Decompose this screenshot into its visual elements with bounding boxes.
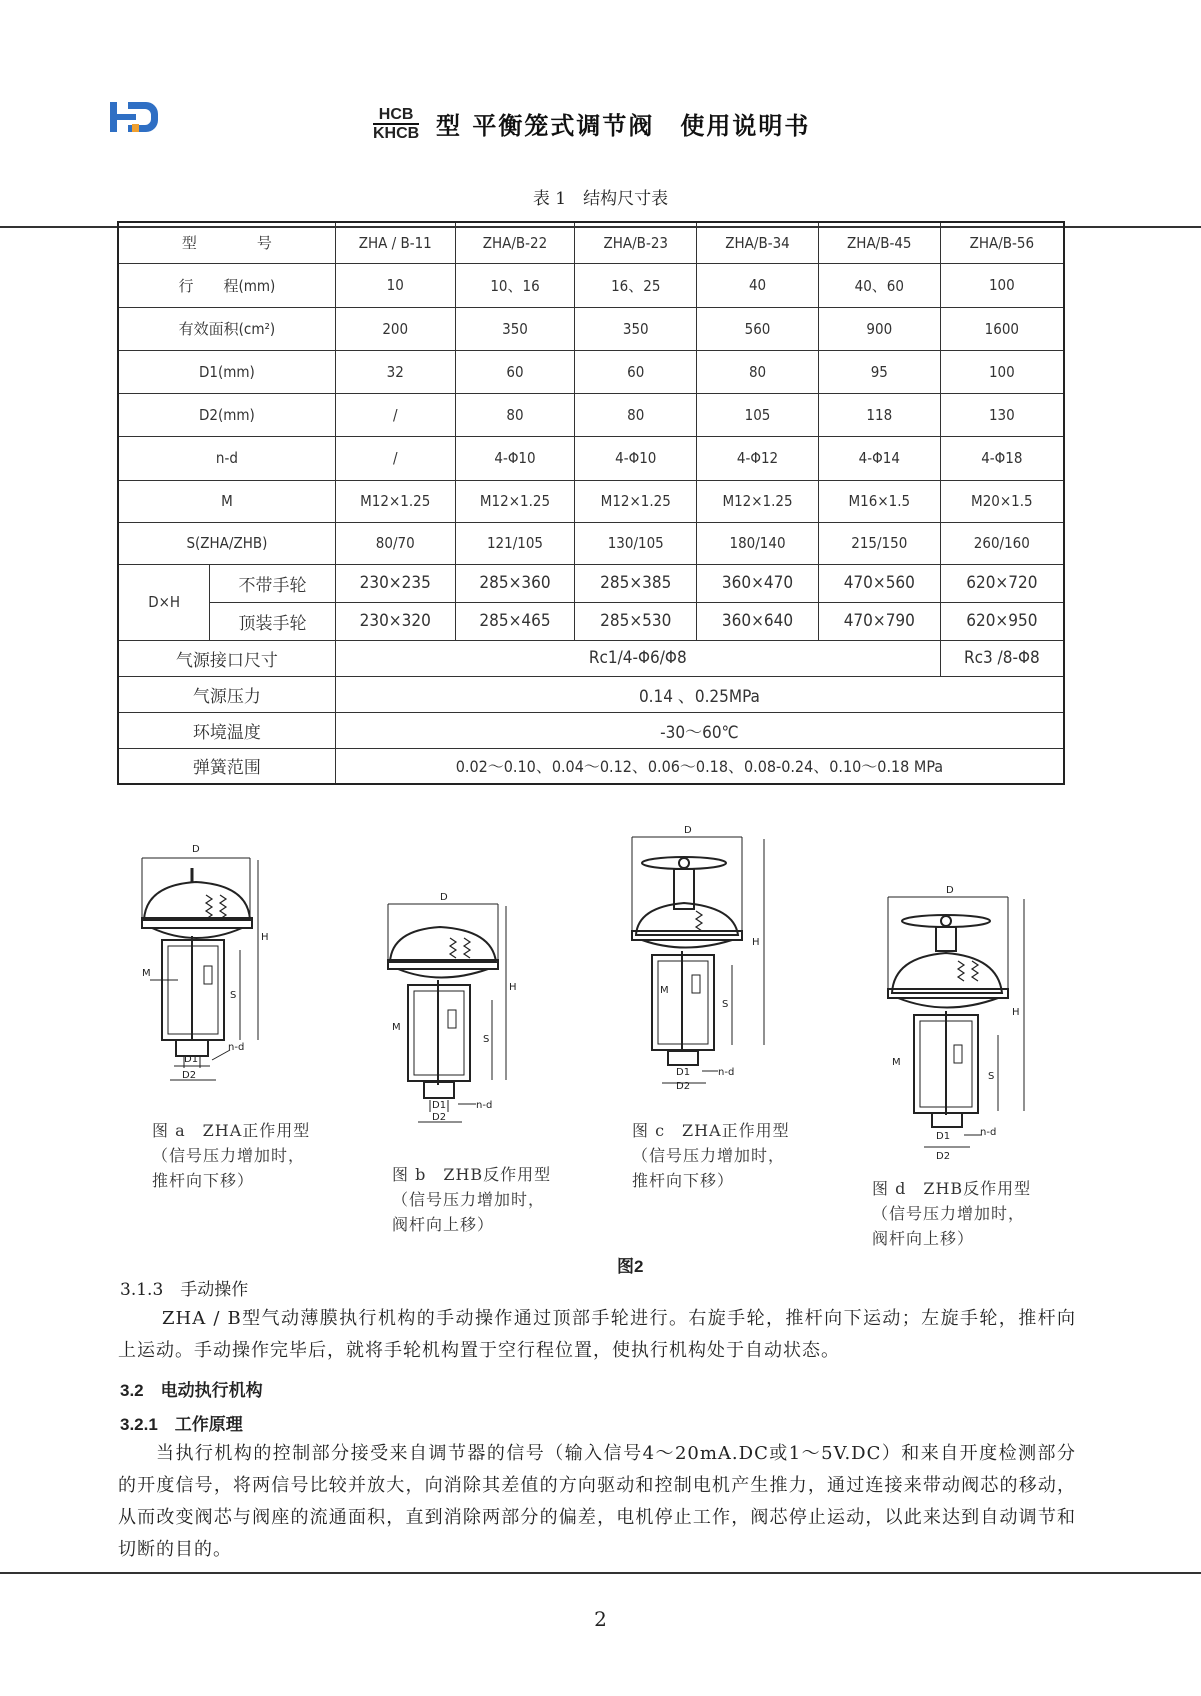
dim-label: S xyxy=(988,1071,995,1082)
table-cell: 360×640 xyxy=(697,602,819,640)
table-cell: ZHA/B-34 xyxy=(697,222,819,263)
table-cell: 180/140 xyxy=(697,522,819,564)
dim-label: D xyxy=(684,825,692,836)
table-cell: 200 xyxy=(335,307,455,350)
table-row xyxy=(118,640,1064,676)
table-cell: 285×385 xyxy=(575,564,697,602)
table-row xyxy=(118,480,1064,522)
table-cell: 80/70 xyxy=(335,522,455,564)
row-label: 行 程(mm) xyxy=(118,263,335,307)
table-row xyxy=(118,263,1064,307)
table-cell: Rc3 /8-Φ8 xyxy=(940,640,1064,676)
row-label: 有效面积(cm²) xyxy=(118,307,335,350)
figure-d-diagram xyxy=(878,885,1038,1165)
table-cell: ZHA/B-45 xyxy=(818,222,940,263)
model-code xyxy=(373,106,419,142)
table-row xyxy=(118,602,1064,640)
table-cell: 620×950 xyxy=(940,602,1064,640)
row-label: S(ZHA/ZHB) xyxy=(118,522,335,564)
company-logo xyxy=(108,96,160,136)
row-label: 顶装手轮 xyxy=(210,602,336,640)
table-cell: 16、25 xyxy=(575,263,697,307)
table-row xyxy=(118,350,1064,393)
dim-label: D2 xyxy=(936,1151,951,1162)
dim-label: D xyxy=(192,844,200,855)
dim-label: n-d xyxy=(718,1067,735,1078)
table-cell: 80 xyxy=(575,393,697,436)
row-label: 弹簧范围 xyxy=(118,748,335,784)
dim-label: H xyxy=(1012,1007,1020,1018)
page-number: 2 xyxy=(594,1607,607,1631)
dim-label: M xyxy=(660,985,669,996)
row-label: 环境温度 xyxy=(118,712,335,748)
section-3-1-3-paragraph: ZHA / B型气动薄膜执行机构的手动操作通过顶部手轮进行。右旋手轮，推杆向下运动；左旋手轮，推杆向上运动。手动操作完毕后，就将手轮机构置于空行程位置，使执行机构处于自动状态。 xyxy=(118,1308,1076,1361)
table-cell: 360×470 xyxy=(697,564,819,602)
table-row xyxy=(118,564,1064,602)
table-row xyxy=(118,522,1064,564)
table-cell: ZHA/B-23 xyxy=(575,222,697,263)
table-cell: M12×1.25 xyxy=(335,480,455,522)
figure-b-caption: 图 b ZHB反作用型 （信号压力增加时， 阀杆向上移） xyxy=(392,1165,552,1234)
dim-label: H xyxy=(752,937,760,948)
table-cell: 4-Φ12 xyxy=(697,436,819,480)
table-cell: 215/150 xyxy=(818,522,940,564)
table-cell: 350 xyxy=(575,307,697,350)
table-cell: 95 xyxy=(818,350,940,393)
model-code-bottom: KHCB xyxy=(373,125,420,142)
dim-label: D1 xyxy=(184,1054,199,1065)
table-cell: 105 xyxy=(697,393,819,436)
dxh-label: D×H xyxy=(118,564,210,640)
figure-a-diagram xyxy=(130,840,280,1090)
dim-label: n-d xyxy=(476,1100,493,1111)
table-cell: 40、60 xyxy=(818,263,940,307)
table-cell: 130/105 xyxy=(575,522,697,564)
section-3-2-title: 3.2 电动执行机构 xyxy=(120,1381,263,1400)
dim-label: M xyxy=(142,968,151,979)
section-3-2-1-title: 3.2.1 工作原理 xyxy=(120,1415,243,1434)
table-cell: 1600 xyxy=(940,307,1064,350)
table-row xyxy=(118,307,1064,350)
row-label: 型 号 xyxy=(118,222,335,263)
table-cell: 121/105 xyxy=(455,522,575,564)
table-cell: M12×1.25 xyxy=(455,480,575,522)
table-cell: 230×320 xyxy=(335,602,455,640)
spec-table xyxy=(117,221,1065,785)
figure-c-diagram xyxy=(622,825,782,1090)
figure-c-caption: 图 c ZHA正作用型 （信号压力增加时， 推杆向下移） xyxy=(632,1121,790,1190)
row-label: 气源接口尺寸 xyxy=(118,640,335,676)
table-cell: 4-Φ18 xyxy=(940,436,1064,480)
section-3-1-3-title: 3.1.3 手动操作 xyxy=(120,1280,249,1300)
footer-rule xyxy=(0,1572,1201,1574)
table-cell: 60 xyxy=(455,350,575,393)
table-cell: 470×560 xyxy=(818,564,940,602)
table-cell: 10 xyxy=(335,263,455,307)
table-cell: 10、16 xyxy=(455,263,575,307)
section-3-2-1-paragraph: 当执行机构的控制部分接受来自调节器的信号（输入信号4～20mA.DC或1～5V.DC）和来自开度检测部分的开度信号，将两信号比较并放大，向消除其差值的方向驱动和控制电机产生推力，通过连接来带动阀芯的移动，从而改变阀芯与阀座的流通面积，直到消除两部分的偏差，电机停止工作，阀芯停止运动，以此来达到自动调节和切断的目的。 xyxy=(118,1443,1076,1560)
dim-label: n-d xyxy=(228,1042,245,1053)
figure-d-caption: 图 d ZHB反作用型 （信号压力增加时， 阀杆向上移） xyxy=(872,1179,1032,1248)
table-cell: 80 xyxy=(455,393,575,436)
table-cell: 0.02～0.10、0.04～0.12、0.06～0.18、0.08-0.24、0.10～0.18 MPa xyxy=(335,748,1064,784)
dim-label: S xyxy=(483,1034,490,1045)
table-cell: 130 xyxy=(940,393,1064,436)
table-row xyxy=(118,393,1064,436)
dim-label: H xyxy=(261,932,269,943)
table-row xyxy=(118,436,1064,480)
dim-label: D2 xyxy=(182,1070,197,1081)
figure-b-diagram xyxy=(380,890,530,1130)
table-cell: Rc1/4-Φ6/Φ8 xyxy=(335,640,940,676)
document-title: 型 平衡笼式调节阀 使用说明书 xyxy=(436,111,811,140)
table-caption: 表 1 结构尺寸表 xyxy=(532,189,669,209)
figure-a-caption: 图 a ZHA正作用型 （信号压力增加时， 推杆向下移） xyxy=(152,1121,311,1190)
table-cell: 118 xyxy=(818,393,940,436)
table-cell: 620×720 xyxy=(940,564,1064,602)
dim-label: S xyxy=(722,999,729,1010)
dim-label: D1 xyxy=(936,1131,951,1142)
table-row xyxy=(118,676,1064,712)
table-cell: 60 xyxy=(575,350,697,393)
dim-label: M xyxy=(892,1057,901,1068)
page-header xyxy=(0,80,1201,150)
table-cell: 350 xyxy=(455,307,575,350)
table-cell: 100 xyxy=(940,263,1064,307)
table-cell: 230×235 xyxy=(335,564,455,602)
table-cell: M20×1.5 xyxy=(940,480,1064,522)
dim-label: M xyxy=(392,1022,401,1033)
dim-label: D xyxy=(440,892,448,903)
table-cell: ZHA / B-11 xyxy=(335,222,455,263)
table-row xyxy=(118,712,1064,748)
figure-group-label: 图2 xyxy=(617,1257,644,1276)
row-label: 不带手轮 xyxy=(210,564,336,602)
table-row xyxy=(118,748,1064,784)
table-cell: ZHA/B-22 xyxy=(455,222,575,263)
table-cell: 900 xyxy=(818,307,940,350)
table-cell: ZHA/B-56 xyxy=(940,222,1064,263)
dim-label: D xyxy=(946,885,954,896)
row-label: D1(mm) xyxy=(118,350,335,393)
table-cell: -30～60℃ xyxy=(335,712,1064,748)
table-cell: 4-Φ10 xyxy=(455,436,575,480)
table-cell: M12×1.25 xyxy=(697,480,819,522)
dim-label: H xyxy=(509,982,517,993)
table-row xyxy=(118,222,1064,263)
table-cell: M16×1.5 xyxy=(818,480,940,522)
table-cell: 0.14 、0.25MPa xyxy=(335,676,1064,712)
table-cell: 470×790 xyxy=(818,602,940,640)
dim-label: D1 xyxy=(676,1067,691,1078)
table-cell: 4-Φ14 xyxy=(818,436,940,480)
table-cell: 560 xyxy=(697,307,819,350)
model-code-top: HCB xyxy=(373,106,419,125)
table-cell: 100 xyxy=(940,350,1064,393)
table-cell: 285×360 xyxy=(455,564,575,602)
table-cell: 4-Φ10 xyxy=(575,436,697,480)
row-label: M xyxy=(118,480,335,522)
dim-label: D2 xyxy=(432,1112,447,1123)
table-cell: 260/160 xyxy=(940,522,1064,564)
table-cell: 40 xyxy=(697,263,819,307)
dim-label: S xyxy=(230,990,237,1001)
row-label: D2(mm) xyxy=(118,393,335,436)
table-cell: / xyxy=(335,393,455,436)
dim-label: D2 xyxy=(676,1081,691,1090)
row-label: 气源压力 xyxy=(118,676,335,712)
table-cell: / xyxy=(335,436,455,480)
table-cell: M12×1.25 xyxy=(575,480,697,522)
table-cell: 80 xyxy=(697,350,819,393)
table-cell: 32 xyxy=(335,350,455,393)
table-cell: 285×465 xyxy=(455,602,575,640)
table-cell: 285×530 xyxy=(575,602,697,640)
dim-label: D1 xyxy=(432,1100,447,1111)
row-label: n-d xyxy=(118,436,335,480)
dim-label: n-d xyxy=(980,1127,997,1138)
